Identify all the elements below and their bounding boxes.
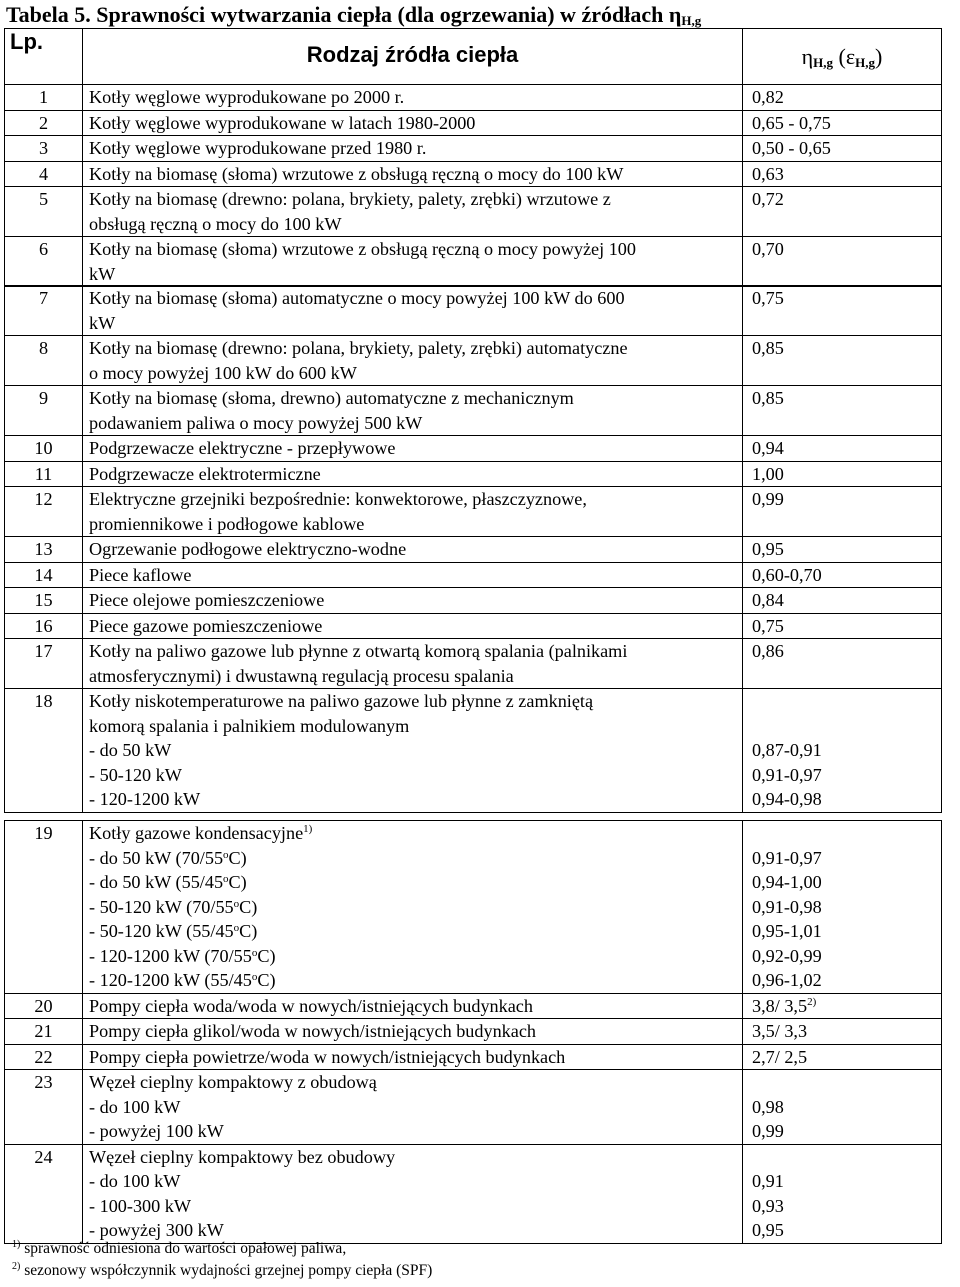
row-source: [83, 136, 743, 162]
row-source: [83, 85, 743, 111]
table-row: [5, 136, 942, 162]
efficiency-spacer: [752, 1145, 941, 1170]
row-lp: 24: [5, 1144, 83, 1243]
efficiency-value: 0,75: [752, 288, 784, 308]
table-row: [5, 1044, 942, 1070]
source-line: Kotły na biomasę (słoma, drewno) automatyczne z mechanicznym: [89, 388, 574, 408]
degree-mark: o: [251, 946, 258, 959]
header-close-paren: ): [875, 44, 883, 69]
row-lp: 11: [5, 461, 83, 487]
footnote-2: [12, 1260, 432, 1282]
efficiency-value: 0,91-0,98: [752, 896, 822, 917]
efficiency-value: 1,00: [752, 463, 784, 484]
table-row: [5, 1019, 942, 1045]
source-line: Podgrzewacze elektryczne - przepływowe: [89, 438, 396, 458]
table-row: [5, 336, 942, 386]
source-line: - powyżej 100 kW: [89, 1121, 224, 1141]
source-line: Kotły na biomasę (drewno: polana, brykiety, palety, zrębki) automatyczne: [89, 338, 628, 358]
table-row: [5, 613, 942, 639]
efficiency-table-part-3: [4, 820, 942, 1244]
source-line: - do 100 kW: [89, 1171, 181, 1191]
row-source: [83, 1019, 743, 1045]
row-efficiency: [743, 336, 942, 386]
efficiency-value: 0,95: [752, 539, 784, 559]
efficiency-value: 0,95-1,01: [752, 921, 822, 941]
source-line: Piece gazowe pomieszczeniowe: [89, 615, 323, 636]
efficiency-value: 0,50 - 0,65: [752, 138, 831, 158]
row-lp: 18: [5, 689, 83, 813]
table-row: [5, 537, 942, 563]
row-source: [83, 386, 743, 436]
efficiency-value: 0,94-0,98: [752, 789, 822, 809]
efficiency-spacer: [752, 1070, 941, 1095]
footnote-1-mark: 1): [12, 1239, 21, 1250]
source-line: - 100-300 kW: [89, 1195, 192, 1216]
row-source: [83, 336, 743, 386]
efficiency-value: 0,60-0,70: [752, 564, 822, 585]
efficiency-value: 0,70: [752, 239, 784, 259]
degree-mark: o: [223, 873, 229, 885]
efficiency-value: 0,63: [752, 163, 784, 184]
row-lp: 8: [5, 336, 83, 386]
row-source: [83, 588, 743, 614]
row-lp: 16: [5, 613, 83, 639]
row-source: [83, 461, 743, 487]
source-line: promiennikowe i podłogowe kablowe: [89, 513, 365, 534]
footnote-ref: 2): [807, 995, 817, 1008]
row-lp: 15: [5, 588, 83, 614]
header-eta: η: [801, 44, 814, 69]
source-line: Kotły na biomasę (słoma) wrzutowe z obsługą ręczną o mocy powyżej 100: [89, 239, 636, 259]
table-row: [5, 286, 942, 336]
row-lp: 23: [5, 1070, 83, 1145]
source-line: [89, 968, 738, 993]
source-line-unit: C): [228, 872, 247, 892]
efficiency-value: 0,75: [752, 615, 784, 636]
source-line-text: - do 50 kW (55/45: [89, 872, 224, 892]
source-line-text: - 50-120 kW (70/55: [89, 896, 234, 917]
source-line: Ogrzewanie podłogowe elektryczno-wodne: [89, 539, 407, 559]
row-source: [83, 286, 743, 336]
source-line: [89, 895, 738, 920]
header-epsilon: (ε: [833, 44, 856, 69]
efficiency-value: 0,99: [752, 1121, 784, 1141]
efficiency-value: 0,91: [752, 1171, 784, 1191]
row-source: [83, 821, 743, 994]
row-source: [83, 487, 743, 537]
table-title-text: Tabela 5. Sprawności wytwarzania ciepła (dla ogrzewania) w źródłach η: [6, 2, 682, 27]
header-source: Rodzaj źródła ciepła: [83, 29, 743, 85]
source-line: Elektryczne grzejniki bezpośrednie: konwektorowe, płaszczyznowe,: [89, 489, 587, 509]
source-line: Węzeł cieplny kompaktowy bez obudowy: [89, 1146, 396, 1167]
header-efficiency: [743, 29, 942, 85]
footnote-2-text: sezonowy współczynnik wydajności grzejnej pompy ciepła (SPF): [20, 1262, 433, 1279]
source-line: podawaniem paliwa o mocy powyżej 500 kW: [89, 412, 423, 433]
source-line-unit: C): [257, 970, 276, 990]
efficiency-value: 0,91-0,97: [752, 764, 822, 785]
header-epsilon-sub: H,g: [855, 55, 875, 70]
source-line: Pompy ciepła woda/woda w nowych/istniejących budynkach: [89, 995, 533, 1016]
row-lp: 22: [5, 1044, 83, 1070]
source-line: Kotły węglowe wyprodukowane przed 1980 r.: [89, 138, 427, 158]
row-efficiency: [743, 1019, 942, 1045]
efficiency-value: 0,87-0,91: [752, 740, 822, 760]
degree-mark: o: [233, 922, 240, 934]
efficiency-value: 0,72: [752, 189, 784, 209]
footnotes: [12, 1238, 432, 1282]
source-line: Podgrzewacze elektrotermiczne: [89, 463, 321, 484]
source-line: Kotły węglowe wyprodukowane po 2000 r.: [89, 87, 405, 107]
table-row: [5, 487, 942, 537]
efficiency-value: 0,94-1,00: [752, 872, 822, 892]
efficiency-value: 0,85: [752, 388, 784, 408]
table-row: [5, 588, 942, 614]
table-header-row: [5, 29, 942, 85]
source-line-unit: C): [257, 945, 276, 966]
efficiency-value: 0,95: [752, 1220, 784, 1240]
row-efficiency: [743, 613, 942, 639]
efficiency-value: 0,98: [752, 1096, 784, 1117]
table-row: [5, 110, 942, 136]
header-lp: Lp.: [5, 29, 83, 85]
footnote-1-text: sprawność odniesiona do wartości opałowej paliwa,: [20, 1240, 347, 1257]
footnote-1: [12, 1238, 432, 1260]
source-line: atmosferycznymi) i dwustawną regulacją procesu spalania: [89, 665, 514, 686]
table-row: [5, 237, 942, 287]
source-line: - do 100 kW: [89, 1096, 181, 1117]
row-source: [83, 1144, 743, 1243]
row-efficiency: [743, 1044, 942, 1070]
row-source: [83, 187, 743, 237]
efficiency-value: 0,94: [752, 438, 784, 458]
row-lp: 1: [5, 85, 83, 111]
efficiency-value: 0,91-0,97: [752, 847, 822, 868]
row-efficiency: [743, 993, 942, 1019]
row-lp: 3: [5, 136, 83, 162]
row-lp: 2: [5, 110, 83, 136]
source-line-unit: C): [239, 921, 258, 941]
row-source: [83, 613, 743, 639]
source-line-text: - 120-1200 kW (55/45: [89, 970, 252, 990]
row-source: [83, 1044, 743, 1070]
row-efficiency: [743, 85, 942, 111]
table-row: [5, 1144, 942, 1243]
footnote-ref: 1): [303, 823, 313, 835]
table-title-subscript: H,g: [681, 13, 702, 28]
row-efficiency: [743, 821, 942, 994]
source-line: - 120-1200 kW: [89, 789, 201, 809]
table-row: [5, 461, 942, 487]
source-line: o mocy powyżej 100 kW do 600 kW: [89, 362, 357, 383]
table-row: [5, 386, 942, 436]
efficiency-value-text: 2,7/ 2,5: [752, 1046, 808, 1067]
row-efficiency: [743, 386, 942, 436]
degree-mark: o: [251, 971, 258, 983]
table-row: [5, 689, 942, 813]
row-lp: 4: [5, 161, 83, 187]
row-lp: 7: [5, 286, 83, 336]
row-efficiency: [743, 136, 942, 162]
row-source: [83, 110, 743, 136]
row-source: [83, 689, 743, 813]
source-line: Kotły niskotemperaturowe na paliwo gazowe lub płynne z zamkniętą: [89, 691, 594, 711]
table-row: [5, 1070, 942, 1145]
source-line: komorą spalania i palnikiem modulowanym: [89, 715, 410, 736]
source-line: [89, 919, 738, 944]
source-line-text: - 120-1200 kW (70/55: [89, 945, 252, 966]
efficiency-value: 0,86: [752, 641, 784, 661]
efficiency-value: 0,99: [752, 489, 784, 509]
source-line: Pompy ciepła powietrze/woda w nowych/istniejących budynkach: [89, 1046, 566, 1067]
row-lp: 20: [5, 993, 83, 1019]
efficiency-value-text: 3,8/ 3,5: [752, 995, 808, 1016]
row-lp: 9: [5, 386, 83, 436]
row-source: [83, 993, 743, 1019]
row-source: [83, 639, 743, 689]
source-line-text: - 50-120 kW (55/45: [89, 921, 234, 941]
efficiency-value: 0,84: [752, 590, 784, 610]
efficiency-value: 0,82: [752, 87, 784, 107]
row-source: [83, 161, 743, 187]
row-source: [83, 1070, 743, 1145]
row-efficiency: [743, 487, 942, 537]
row-efficiency: [743, 689, 942, 813]
source-line-unit: C): [239, 896, 258, 917]
row-source: [83, 537, 743, 563]
table-row: [5, 562, 942, 588]
source-line: - do 50 kW: [89, 740, 172, 760]
efficiency-spacer: [752, 821, 941, 846]
row-lp: 21: [5, 1019, 83, 1045]
source-line-unit: C): [228, 847, 247, 868]
source-line: [89, 870, 738, 895]
row-efficiency: [743, 639, 942, 689]
source-line-text: - do 50 kW (70/55: [89, 847, 224, 868]
efficiency-value: 0,85: [752, 338, 784, 358]
table-title: [6, 2, 701, 29]
efficiency-value: 0,65 - 0,75: [752, 112, 831, 133]
header-eta-sub: H,g: [813, 55, 834, 70]
row-source: [83, 237, 743, 287]
efficiency-value: [752, 994, 941, 1019]
source-line: Pompy ciepła glikol/woda w nowych/istniejących budynkach: [89, 1021, 537, 1041]
row-efficiency: [743, 110, 942, 136]
table-row: [5, 993, 942, 1019]
efficiency-value: 0,93: [752, 1195, 784, 1216]
row-lp: 19: [5, 821, 83, 994]
source-line: Piece kaflowe: [89, 564, 192, 585]
source-line: obsługą ręczną o mocy do 100 kW: [89, 213, 342, 234]
source-line: Kotły na biomasę (drewno: polana, brykiety, palety, zrębki) wrzutowe z: [89, 189, 611, 209]
efficiency-value: [752, 1019, 941, 1044]
row-efficiency: [743, 436, 942, 462]
efficiency-table-part-2: [4, 285, 942, 813]
source-line: - powyżej 300 kW: [89, 1220, 224, 1240]
efficiency-table-part-1: [4, 28, 942, 287]
degree-mark: o: [223, 848, 229, 861]
row-efficiency: [743, 187, 942, 237]
row-lp: 5: [5, 187, 83, 237]
efficiency-value: 0,96-1,02: [752, 970, 822, 990]
efficiency-value: [752, 1045, 941, 1070]
source-line: kW: [89, 263, 116, 284]
row-lp: 14: [5, 562, 83, 588]
source-line: [89, 821, 738, 846]
table-row: [5, 821, 942, 994]
table-row: [5, 85, 942, 111]
row-efficiency: [743, 161, 942, 187]
source-line: Kotły węglowe wyprodukowane w latach 1980-2000: [89, 112, 476, 133]
source-line: [89, 846, 738, 871]
source-line: [89, 944, 738, 969]
efficiency-spacer: [752, 714, 941, 739]
row-efficiency: [743, 1144, 942, 1243]
source-line: - 50-120 kW: [89, 764, 182, 785]
row-lp: 13: [5, 537, 83, 563]
row-efficiency: [743, 286, 942, 336]
table-row: [5, 161, 942, 187]
source-line: Kotły na paliwo gazowe lub płynne z otwartą komorą spalania (palnikami: [89, 641, 628, 661]
source-line: Węzeł cieplny kompaktowy z obudową: [89, 1072, 377, 1092]
efficiency-spacer: [752, 689, 941, 714]
source-line: Kotły na biomasę (słoma) automatyczne o mocy powyżej 100 kW do 600: [89, 288, 625, 308]
table-row: [5, 436, 942, 462]
row-lp: 6: [5, 237, 83, 287]
source-line-text: Kotły gazowe kondensacyjne: [89, 823, 304, 843]
table-row: [5, 187, 942, 237]
row-efficiency: [743, 237, 942, 287]
row-lp: 10: [5, 436, 83, 462]
row-lp: 12: [5, 487, 83, 537]
row-efficiency: [743, 588, 942, 614]
row-efficiency: [743, 537, 942, 563]
source-line: Piece olejowe pomieszczeniowe: [89, 590, 325, 610]
row-source: [83, 436, 743, 462]
row-lp: 17: [5, 639, 83, 689]
table-row: [5, 639, 942, 689]
footnote-2-mark: 2): [12, 1261, 21, 1272]
row-source: [83, 562, 743, 588]
source-line: Kotły na biomasę (słoma) wrzutowe z obsługą ręczną o mocy do 100 kW: [89, 163, 624, 184]
row-efficiency: [743, 1070, 942, 1145]
row-efficiency: [743, 461, 942, 487]
efficiency-value: 0,92-0,99: [752, 945, 822, 966]
degree-mark: o: [233, 897, 240, 910]
row-efficiency: [743, 562, 942, 588]
source-line: kW: [89, 312, 116, 333]
efficiency-value-text: 3,5/ 3,3: [752, 1021, 808, 1041]
